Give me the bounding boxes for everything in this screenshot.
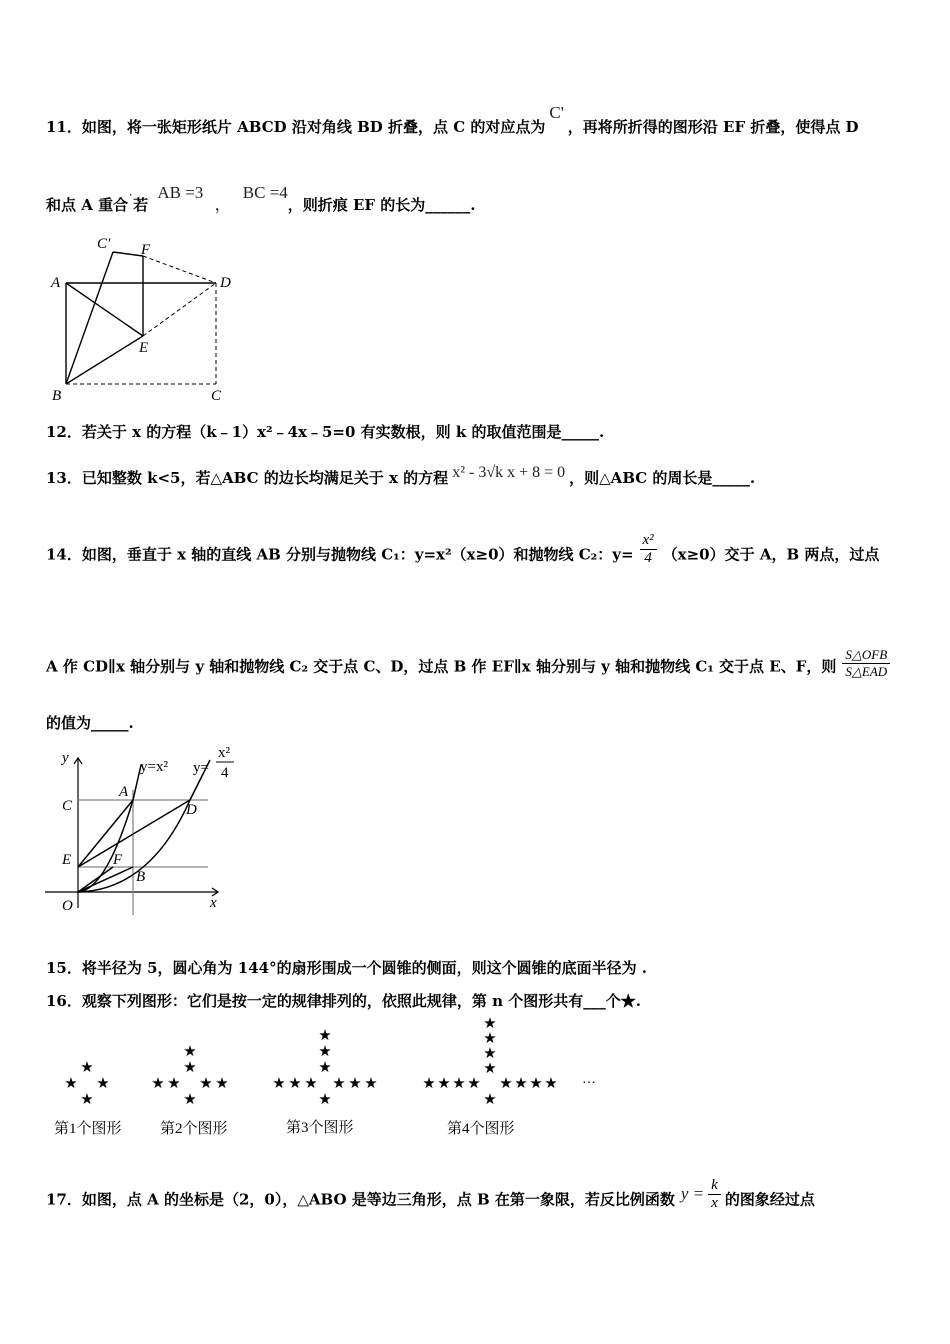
q16-star-figure bbox=[40, 1015, 620, 1145]
q11-figure bbox=[40, 230, 250, 405]
label-e: E bbox=[139, 340, 149, 356]
star: ★ bbox=[332, 1076, 346, 1092]
curve-c1-label: y=x² bbox=[140, 759, 168, 775]
q14-text-b: （x≥0）交于 A，B 两点，过点 bbox=[662, 545, 880, 564]
axis-x-label: x bbox=[210, 895, 217, 911]
q11-text-a: 11．如图，将一张矩形纸片 ABCD 沿对角线 BD 折叠，点 C 的对应点为 bbox=[46, 118, 546, 136]
star: ★ bbox=[272, 1076, 286, 1092]
q17-y-eq: y = bbox=[680, 1183, 705, 1203]
star: ★ bbox=[483, 1046, 497, 1062]
q11-text-d: ，则折痕 EF 的长为______. bbox=[287, 196, 476, 214]
label-f: F bbox=[141, 242, 151, 258]
q14-figure bbox=[40, 740, 240, 915]
star: ★ bbox=[422, 1076, 436, 1092]
q11-text-b: ，再将所折得的图形沿 EF 折叠，使得点 D bbox=[567, 118, 859, 136]
q12-line: 12．若关于 x 的方程（k﹣1）x²﹣4x﹣5=0 有实数根，则 k 的取值范围是_____. bbox=[46, 423, 605, 441]
star: ★ bbox=[64, 1076, 78, 1092]
q17-frac-k: k bbox=[708, 1177, 721, 1195]
q14-fraction bbox=[640, 532, 657, 567]
star: ★ bbox=[183, 1092, 197, 1108]
label-c-prime: C' bbox=[97, 236, 111, 252]
q11-ab-value: AB =3 bbox=[157, 183, 204, 202]
q11-line2: 和点 A 重合˙若 AB =3 ， BC =4，则折痕 EF 的长为______. bbox=[46, 183, 476, 214]
star: ★ bbox=[167, 1076, 181, 1092]
q13-equation: x² - 3√k x + 8 = 0 bbox=[452, 464, 566, 481]
axis-y-label: y bbox=[62, 750, 69, 766]
star: ★ bbox=[96, 1076, 110, 1092]
curve-c2-label: y= bbox=[193, 760, 209, 776]
curve-c2-den: 4 bbox=[221, 765, 229, 781]
star: ★ bbox=[318, 1028, 332, 1044]
q17-text-a: 17．如图，点 A 的坐标是（2，0），△ABO 是等边三角形，点 B 在第一象限，若反比例函数 bbox=[46, 1190, 675, 1209]
star: ★ bbox=[199, 1076, 213, 1092]
caption-figure-4: 第4个图形 bbox=[447, 1121, 515, 1137]
star: ★ bbox=[437, 1076, 451, 1092]
q14-line1 bbox=[46, 532, 880, 573]
star: ★ bbox=[318, 1092, 332, 1108]
q11-line1 bbox=[46, 103, 859, 137]
star: ★ bbox=[151, 1076, 165, 1092]
star: ★ bbox=[483, 1061, 497, 1077]
q13-line bbox=[46, 464, 756, 488]
q14-frac-den: 4 bbox=[644, 550, 652, 566]
c-prime-symbol: C' bbox=[549, 103, 564, 122]
star: ★ bbox=[183, 1060, 197, 1076]
q14-ratio-den: S△EAD bbox=[845, 664, 888, 679]
q14-ratio-num: S△OFB bbox=[842, 647, 890, 664]
star: ★ bbox=[483, 1092, 497, 1108]
star: ★ bbox=[544, 1076, 558, 1092]
point-b: B bbox=[136, 869, 146, 885]
star: ★ bbox=[364, 1076, 378, 1092]
q11-comma: ， bbox=[214, 195, 232, 214]
label-b: B bbox=[52, 388, 62, 404]
q14-ratio bbox=[842, 647, 890, 680]
ellipsis: ··· bbox=[582, 1076, 596, 1091]
star: ★ bbox=[80, 1060, 94, 1076]
q14-line3: 的值为_____. bbox=[46, 714, 134, 732]
curve-c2-num: x² bbox=[218, 745, 230, 761]
star: ★ bbox=[452, 1076, 466, 1092]
q16-line: 16．观察下列图形：它们是按一定的规律排列的，依照此规律，第 n 个图形共有___个★. bbox=[46, 992, 641, 1010]
q13-text-b: ，则△ABC 的周长是_____. bbox=[569, 469, 756, 487]
q11-bc-value: BC =4 bbox=[242, 183, 288, 202]
point-d: D bbox=[186, 802, 197, 818]
label-c: C bbox=[211, 388, 222, 404]
label-d: D bbox=[220, 275, 231, 291]
star: ★ bbox=[318, 1060, 332, 1076]
q17-fraction bbox=[708, 1177, 721, 1212]
q11-text-c: 和点 A 重合 bbox=[46, 196, 129, 214]
caption-figure-3: 第3个图形 bbox=[286, 1120, 354, 1136]
star: ★ bbox=[467, 1076, 481, 1092]
label-a: A bbox=[51, 275, 61, 291]
point-e: E bbox=[62, 852, 72, 868]
q14-text-c: A 作 CD∥x 轴分别与 y 轴和抛物线 C₂ 交于点 C、D，过点 B 作 EF∥x 轴分别与 y 轴和抛物线 C₁ 交于点 E、F，则 bbox=[46, 657, 837, 676]
star: ★ bbox=[318, 1044, 332, 1060]
point-o: O bbox=[62, 898, 73, 914]
caption-figure-1: 第1个图形 bbox=[54, 1121, 122, 1137]
star: ★ bbox=[483, 1016, 497, 1032]
q17-text-b: 的图象经过点 bbox=[724, 1190, 815, 1209]
q11-ruo: 若 bbox=[133, 196, 149, 214]
star: ★ bbox=[499, 1076, 513, 1092]
q14-text-a: 14．如图，垂直于 x 轴的直线 AB 分别与抛物线 C₁：y=x²（x≥0）和抛物线 C₂：y= bbox=[46, 545, 634, 564]
q17-line bbox=[46, 1177, 815, 1218]
star: ★ bbox=[514, 1076, 528, 1092]
star: ★ bbox=[288, 1076, 302, 1092]
star: ★ bbox=[183, 1044, 197, 1060]
point-a: A bbox=[119, 784, 129, 800]
q13-text-a: 13．已知整数 k<5，若△ABC 的边长均满足关于 x 的方程 bbox=[46, 469, 449, 487]
star: ★ bbox=[348, 1076, 362, 1092]
q17-frac-x: x bbox=[711, 1195, 718, 1211]
q15-line: 15．将半径为 5，圆心角为 144°的扇形围成一个圆锥的侧面，则这个圆锥的底面半径为 . bbox=[46, 959, 648, 977]
star: ★ bbox=[215, 1076, 229, 1092]
caption-figure-2: 第2个图形 bbox=[160, 1121, 228, 1137]
q14-line2 bbox=[46, 647, 890, 684]
point-f: F bbox=[113, 852, 123, 868]
star: ★ bbox=[483, 1031, 497, 1047]
q14-frac-num: x² bbox=[640, 532, 657, 550]
star: ★ bbox=[529, 1076, 543, 1092]
star: ★ bbox=[304, 1076, 318, 1092]
point-c: C bbox=[62, 798, 73, 814]
star: ★ bbox=[80, 1092, 94, 1108]
